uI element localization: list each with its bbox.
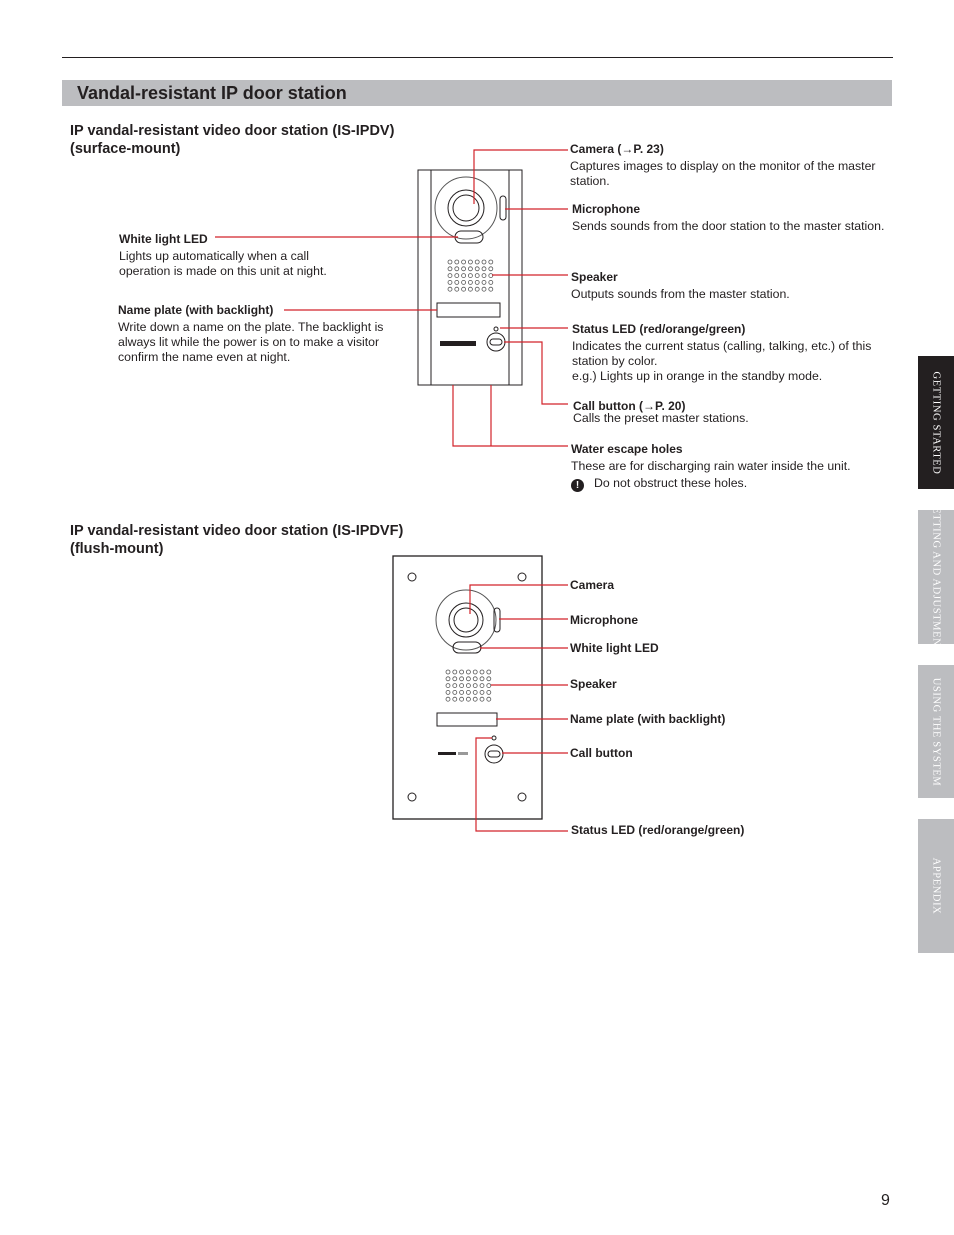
speaker-hole <box>460 684 464 688</box>
flush-microphone-label: Microphone <box>570 613 638 627</box>
flush-heading-line1: IP vandal-resistant video door station (IS-IPDVF) <box>70 523 404 539</box>
speaker-hole <box>446 697 450 701</box>
flush-white-led-label: White light LED <box>570 641 659 655</box>
flush-nameplate-logo <box>438 752 468 755</box>
flush-heading-line2: (flush-mount) <box>70 541 164 557</box>
call-button-desc: Calls the preset master stations. <box>573 411 749 425</box>
water-holes-callout <box>571 442 901 492</box>
speaker-hole <box>473 684 477 688</box>
surface-heading-line2: (surface-mount) <box>70 141 181 157</box>
tab-appendix[interactable] <box>918 819 954 953</box>
white-led-label: White light LED <box>119 232 208 246</box>
name-plate-callout <box>118 303 393 365</box>
speaker-hole <box>453 684 457 688</box>
speaker-hole <box>489 260 493 264</box>
speaker-hole <box>473 677 477 681</box>
speaker-hole <box>475 267 479 271</box>
tab-setting-adjustment-label: SETTING AND ADJUSTMENT <box>930 500 942 654</box>
speaker-hole <box>475 287 479 291</box>
speaker-hole <box>448 280 452 284</box>
speaker-hole <box>446 690 450 694</box>
speaker-hole <box>468 280 472 284</box>
speaker-hole <box>482 280 486 284</box>
speaker-hole <box>475 260 479 264</box>
speaker-hole <box>480 677 484 681</box>
microphone-label: Microphone <box>572 202 640 216</box>
speaker-hole <box>482 260 486 264</box>
water-holes-note-text: Do not obstruct these holes. <box>594 476 748 490</box>
surface-nameplate-logo <box>440 341 476 346</box>
speaker-hole <box>460 690 464 694</box>
water-holes-label: Water escape holes <box>571 442 683 456</box>
speaker-hole <box>468 267 472 271</box>
speaker-hole <box>446 677 450 681</box>
speaker-hole <box>487 670 491 674</box>
surface-callout-lines <box>215 150 568 446</box>
speaker-hole <box>455 260 459 264</box>
name-plate-label: Name plate (with backlight) <box>118 303 274 317</box>
speaker-hole <box>487 690 491 694</box>
speaker-hole <box>448 267 452 271</box>
speaker-hole <box>462 274 466 278</box>
flush-name-plate-label: Name plate (with backlight) <box>570 712 726 726</box>
water-holes-desc: These are for discharging rain water inside the unit. <box>571 459 851 473</box>
status-led-label: Status LED (red/orange/green) <box>572 322 746 336</box>
speaker-hole <box>460 670 464 674</box>
speaker-hole <box>466 690 470 694</box>
flush-speaker-grille <box>446 670 491 701</box>
speaker-hole <box>487 684 491 688</box>
speaker-hole <box>473 690 477 694</box>
speaker-hole <box>462 280 466 284</box>
speaker-hole <box>455 274 459 278</box>
speaker-hole <box>455 267 459 271</box>
speaker-hole <box>446 684 450 688</box>
speaker-hole <box>473 670 477 674</box>
speaker-hole <box>475 280 479 284</box>
tab-getting-started[interactable] <box>918 356 954 489</box>
speaker-hole <box>482 274 486 278</box>
tab-getting-started-label: GETTING STARTED <box>930 371 942 474</box>
camera-label: Camera (→P. 23) <box>570 142 664 156</box>
page-number: 9 <box>881 1192 890 1209</box>
speaker-hole <box>487 677 491 681</box>
water-holes-note <box>571 476 901 492</box>
tab-appendix-label: APPENDIX <box>930 857 942 915</box>
tab-using-system[interactable] <box>918 665 954 798</box>
microphone-desc: Sends sounds from the door station to the master station. <box>572 219 885 233</box>
camera-desc: Captures images to display on the monitor of the master station. <box>570 159 876 188</box>
speaker-hole <box>455 280 459 284</box>
speaker-hole <box>489 280 493 284</box>
call-button-label: Call button (→P. 20) <box>573 399 686 413</box>
speaker-hole <box>460 677 464 681</box>
tab-setting-adjustment[interactable] <box>918 500 954 654</box>
speaker-hole <box>489 287 493 291</box>
speaker-hole <box>453 690 457 694</box>
speaker-hole <box>466 697 470 701</box>
speaker-hole <box>453 677 457 681</box>
speaker-hole <box>448 287 452 291</box>
speaker-hole <box>453 670 457 674</box>
flush-speaker-label: Speaker <box>570 677 617 691</box>
speaker-hole <box>475 274 479 278</box>
tab-using-system-label: USING THE SYSTEM <box>930 677 942 786</box>
flush-heading <box>70 522 470 558</box>
speaker-hole <box>446 670 450 674</box>
speaker-hole <box>453 697 457 701</box>
flush-call-button-label: Call button <box>570 746 633 760</box>
speaker-desc: Outputs sounds from the master station. <box>571 287 790 301</box>
speaker-hole <box>480 690 484 694</box>
speaker-hole <box>468 274 472 278</box>
camera-callout <box>570 142 900 189</box>
call-button-callout <box>573 399 893 426</box>
speaker-hole <box>480 670 484 674</box>
speaker-hole <box>468 287 472 291</box>
speaker-hole <box>489 267 493 271</box>
speaker-callout <box>571 270 901 302</box>
speaker-hole <box>473 697 477 701</box>
white-led-desc: Lights up automatically when a call operation is made on this unit at night. <box>119 249 327 278</box>
speaker-hole <box>466 677 470 681</box>
speaker-hole <box>462 260 466 264</box>
speaker-hole <box>466 670 470 674</box>
speaker-hole <box>487 697 491 701</box>
speaker-hole <box>480 684 484 688</box>
name-plate-desc: Write down a name on the plate. The backlight is always lit while the power is on to make a visitor confirm the name even at night. <box>118 320 384 364</box>
section-title: Vandal-resistant IP door station <box>77 83 347 103</box>
speaker-hole <box>482 267 486 271</box>
flush-camera-label: Camera <box>570 578 615 592</box>
status-led-example: e.g.) Lights up in orange in the standby mode. <box>572 369 823 383</box>
speaker-hole <box>480 697 484 701</box>
speaker-hole <box>466 684 470 688</box>
speaker-hole <box>460 697 464 701</box>
surface-speaker-grille <box>448 260 493 291</box>
speaker-hole <box>448 260 452 264</box>
speaker-hole <box>468 260 472 264</box>
speaker-hole <box>448 274 452 278</box>
status-led-desc: Indicates the current status (calling, talking, etc.) of this station by color. <box>572 339 872 368</box>
speaker-hole <box>462 287 466 291</box>
surface-heading-line1: IP vandal-resistant video door station (IS-IPDV) <box>70 123 395 139</box>
speaker-hole <box>462 267 466 271</box>
status-led-callout <box>572 322 892 384</box>
flush-status-led-label: Status LED (red/orange/green) <box>571 823 745 837</box>
white-led-callout <box>119 232 349 279</box>
microphone-callout <box>572 202 902 234</box>
exclamation-circle-icon: ! <box>571 479 584 492</box>
speaker-hole <box>482 287 486 291</box>
speaker-hole <box>455 287 459 291</box>
speaker-label: Speaker <box>571 270 618 284</box>
